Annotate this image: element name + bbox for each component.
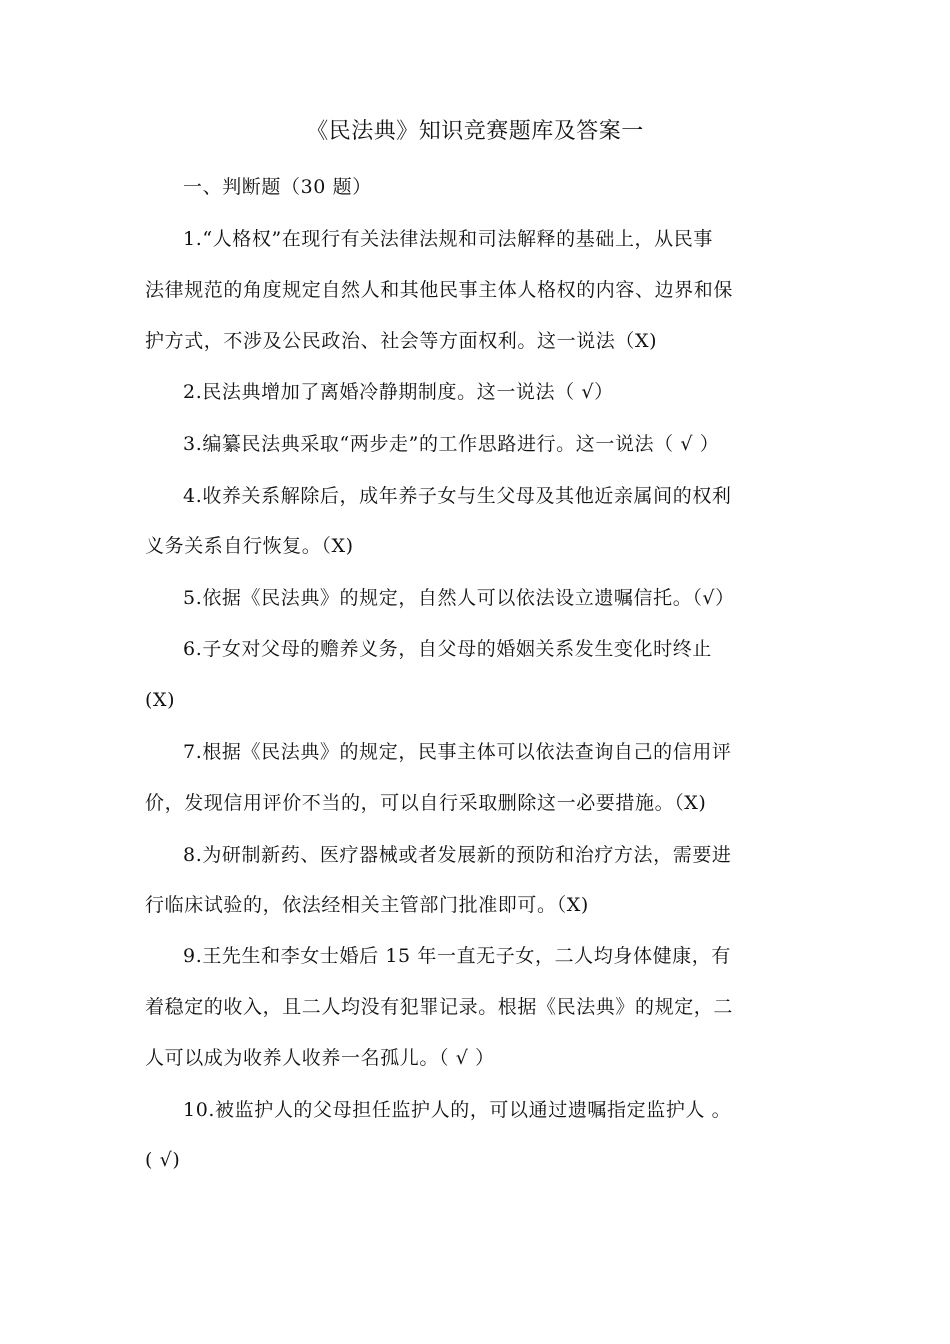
text-line-q9c: 人可以成为收养人收养一名孤儿。（ √ ） xyxy=(145,1047,495,1069)
text-line-q10a: 10.被监护人的父母担任监护人的，可以通过遗嘱指定监护人 。 xyxy=(183,1099,732,1121)
text-line-q1b: 法律规范的角度规定自然人和其他民事主体人格权的内容、边界和保 xyxy=(145,279,734,301)
text-line-q4b: 义务关系自行恢复。（X) xyxy=(145,535,354,557)
text-line-q1c: 护方式，不涉及公民政治、社会等方面权利。这一说法（X) xyxy=(145,330,658,352)
text-line-q2: 2.民法典增加了离婚冷静期制度。这一说法（ √） xyxy=(183,381,614,403)
text-line-q3: 3.编纂民法典采取“两步走”的工作思路进行。这一说法（ √ ） xyxy=(183,433,720,455)
document-title: 《民法典》知识竞赛题库及答案一 xyxy=(306,119,644,144)
text-line-q9b: 着稳定的收入，且二人均没有犯罪记录。根据《民法典》的规定，二 xyxy=(145,996,734,1018)
text-line-q8b: 行临床试验的，依法经相关主管部门批准即可。（X) xyxy=(145,894,589,916)
text-line-q6a: 6.子女对父母的赡养义务，自父母的婚姻关系发生变化时终止 xyxy=(183,638,712,660)
text-line-q4a: 4.收养关系解除后，成年养子女与生父母及其他近亲属间的权利 xyxy=(183,485,732,507)
text-line-q7a: 7.根据《民法典》的规定，民事主体可以依法查询自己的信用评 xyxy=(183,741,732,763)
text-line-q8a: 8.为研制新药、医疗器械或者发展新的预防和治疗方法，需要进 xyxy=(183,844,732,866)
section-heading: 一、判断题（30 题） xyxy=(183,176,372,198)
text-line-q6b: (X) xyxy=(145,689,176,711)
text-line-q1a: 1.“人格权”在现行有关法律法规和司法解释的基础上，从民事 xyxy=(183,228,713,250)
text-line-q9a: 9.王先生和李女士婚后 15 年一直无子女，二人均身体健康，有 xyxy=(183,945,731,967)
text-line-q7b: 价，发现信用评价不当的，可以自行采取删除这一必要措施。（X) xyxy=(145,792,707,814)
text-line-q5: 5.依据《民法典》的规定，自然人可以依法设立遗嘱信托。（√） xyxy=(183,587,735,609)
text-line-q10b: ( √) xyxy=(145,1149,181,1171)
